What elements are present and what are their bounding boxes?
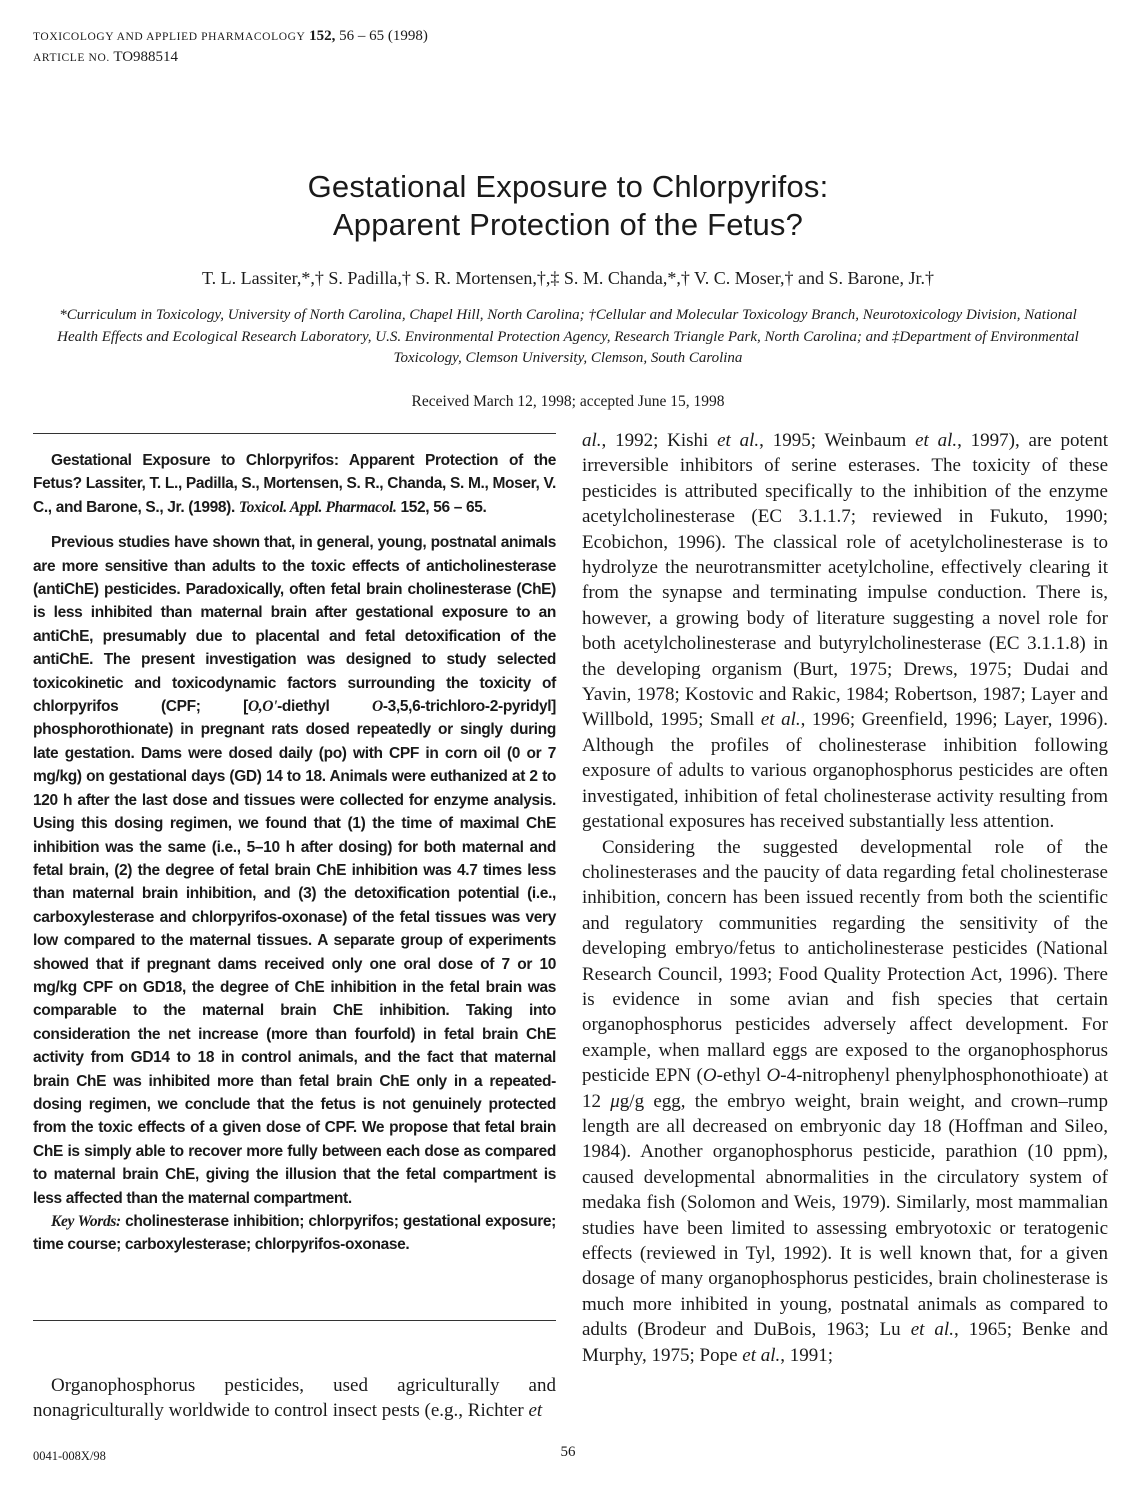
- abstract-citation-volume: 152,: [400, 498, 430, 516]
- abstract: [33, 449, 556, 1257]
- article-line: [33, 47, 428, 68]
- intro-et: et: [528, 1399, 543, 1421]
- abstract-chem-italic: O,O': [247, 698, 278, 716]
- rc-p2-mu: μ: [610, 1090, 620, 1112]
- journal-header: [33, 26, 428, 68]
- journal-line: [33, 26, 428, 47]
- rc-p1-etal2: et al.: [915, 430, 958, 451]
- abstract-citation-text: Gestational Exposure to Chlorpyrifos: Apparent Protection of the Fetus? Lassiter, T. L., Padilla, S., Mortensen, S. R., Chanda, S. M., Moser, V. C., and Barone, S., Jr. (1998).: [33, 452, 556, 516]
- intro-text: Organophosphorus pesticides, used agriculturally and nonagriculturally worldwide to control insect pests (e.g., Richter: [33, 1375, 556, 1421]
- right-paragraph-1: [582, 428, 1108, 835]
- authors: T. L. Lassiter,*,† S. Padilla,† S. R. Mortensen,†,‡ S. M. Chanda,*,† V. C. Moser,† and S. Barone, Jr.†: [201, 268, 935, 288]
- rc-p2-a: Considering the suggested developmental role of the cholinesterases and the paucity of data regarding fetal cholinesterase inhibition, concern has been issued recently from both the scientific and regulatory communities regarding the sensitivity of the developing embryo/fetus to anticholinesterase pesticides (National Research Council, 1993; Food Quality Protection Act, 1996). There is evidence in some avian and fish species that certain organophosphorus pesticides adversely affect development. For example, when mallard eggs are exposed to the organophosphorus pesticide EPN (: [582, 836, 1108, 1087]
- rc-p2-f: , 1991;: [780, 1344, 834, 1366]
- abstract-citation: [33, 449, 556, 519]
- affiliations: *Curriculum in Toxicology, University of North Carolina, Chapel Hill, North Carolina; †Cellular and Molecular Toxicology Branch, Neurotoxicology Division, National Health Effects and Ecological Research Laboratory, U.S. Environmental Protection Agency, Research Triangle Park, North Carolina; and ‡Department of Environmental Toxicology, Clemson University, Clemson, South Carolina: [57, 307, 1079, 366]
- intro-paragraph: [33, 1374, 556, 1423]
- rc-p2-b: -ethyl: [716, 1065, 767, 1087]
- abstract-citation-journal: Toxicol. Appl. Pharmacol.: [238, 498, 397, 516]
- rc-p2-etal2: et al.: [742, 1344, 781, 1366]
- rc-p1-c: , 1995; Weinbaum: [759, 430, 916, 451]
- keywords-text: cholinesterase inhibition; chlorpyrifos; gestational exposure; time course; carboxylesterase; chlorpyrifos-oxonase.: [33, 1213, 556, 1254]
- rc-p1-b: , 1992; Kishi: [601, 430, 718, 451]
- rc-p2-c: -4-nitrophenyl phenylphosphonothioate) at 12: [582, 1065, 1108, 1112]
- rc-p1-etal3: et al.: [760, 709, 801, 731]
- rc-p2-e: , 1965; Benke and Murphy, 1975; Pope: [582, 1319, 1108, 1366]
- rc-al: al.: [582, 430, 602, 451]
- abstract-body: [33, 531, 556, 1210]
- abstract-top-rule: [33, 433, 556, 434]
- title-line-2: Apparent Protection of the Fetus?: [332, 207, 804, 242]
- abstract-body-part3: -3,5,6-trichloro-2-pyridyl] phosphorothionate) in pregnant rats dosed repeatedly or singly during late gestation. Dams were dosed daily (po) with CPF in corn oil (0 or 7 mg/kg) on gestational days (GD) 14 to 18. Animals were euthanized at 2 to 120 h after the last dose and tissues were collected for enzyme analysis. Using this dosing regimen, we found that (1) the time of maximal ChE inhibition was the same (i.e., 5–10 h after dosing) for both maternal and fetal brain, (2) the degree of fetal brain ChE inhibition was 4.7 times less than maternal brain inhibition, and (3) the detoxification potential (i.e., carboxylesterase and chlorpyrifos-oxonase) of the fetal tissues was very low compared to the maternal tissues. A separate group of experiments showed that if pregnant dams received only one oral dose of 7 or 10 mg/kg CPF on GD18, the degree of ChE inhibition in the fetal brain was comparable to the maternal brain ChE inhibition. Taking into consideration the net increase (more than fourfold) in fetal brain ChE activity from GD14 to 18 in control animals, and the fact that maternal brain ChE was inhibited more than fetal brain ChE only in a repeated-dosing regimen, we conclude that the fetus is not genuinely protected from the toxic effects of a given dose of CPF. We propose that fetal brain ChE is simply able to recover more fully between each dose as compared to maternal brain ChE, giving the illusion that the fetal compartment is less affected than the maternal compartment.: [33, 698, 556, 1207]
- rc-p2-o1: O: [702, 1065, 717, 1087]
- page-number: 56: [560, 1444, 576, 1460]
- journal-name: TOXICOLOGY AND APPLIED PHARMACOLOGY: [33, 31, 306, 43]
- rc-p1-d: , 1997), are potent irreversible inhibitors of serine esterases. The toxicity of these pesticides is attributed specifically to the inhibition of the enzyme acetylcholinesterase (EC 3.1.1.7; reviewed in Fukuto, 1990; Ecobichon, 1996). The classical role of acetylcholinesterase is to hydrolyze the neurotransmitter acetylcholine, effectively clearing it from the synapse and terminating impulse conduction. There is, however, a growing body of literature suggesting a novel role for both acetylcholinesterase and butyrylcholinesterase (EC 3.1.1.8) in the developing organism (Burt, 1975; Drews, 1975; Dudai and Yavin, 1978; Kostovic and Rakic, 1984; Robertson, 1987; Layer and Willbold, 1995; Small: [582, 430, 1109, 731]
- rc-p2-o2: O: [766, 1065, 781, 1087]
- rc-p1-etal1: et al.: [717, 430, 760, 451]
- abstract-citation-pages: 56 – 65.: [433, 498, 487, 516]
- rc-p2-etal1: et al.: [910, 1319, 954, 1341]
- journal-pages-year: 56 – 65 (1998): [339, 28, 428, 44]
- abstract-bottom-rule: [33, 1320, 556, 1321]
- abstract-keywords: [33, 1210, 556, 1257]
- right-paragraph-2: [582, 835, 1108, 1369]
- keywords-label: Key Words:: [51, 1213, 121, 1230]
- right-column: [582, 428, 1108, 1368]
- rc-p2-d: g/g egg, the embryo weight, brain weight, and crown–rump length are all decreased on embryonic day 18 (Hoffman and Sileo, 1984). Another organophosphorus pesticide, parathion (10 ppm), caused developmental abnormalities in the circulatory system of medaka fish (Solomon and Weis, 1979). Similarly, most mammalian studies have been limited to assessing embryotoxic or teratogenic effects (reviewed in Tyl, 1992). It is well known that, for a given dosage of many organophosphorus pesticides, brain cholinesterase is much more inhibited in young, postnatal animals as compared to adults (Brodeur and DuBois, 1963; Lu: [582, 1090, 1108, 1341]
- footer-code: 0041-008X/98: [33, 1449, 106, 1463]
- article-id: TO988514: [113, 49, 179, 65]
- abstract-body-part2: -diethyl: [277, 698, 373, 716]
- abstract-body-part1: Previous studies have shown that, in general, young, postnatal animals are more sensitive than adults to the toxic effects of anticholinesterase (antiChE) pesticides. Paradoxically, often fetal brain cholinesterase (ChE) is less inhibited than maternal brain after gestational exposure to an antiChE, presumably due to placental and fetal detoxification of the antiChE. The present investigation was designed to study selected toxicokinetic and toxicodynamic factors surrounding the toxicity of chlorpyrifos (CPF; [: [33, 534, 556, 716]
- title-line-1: Gestational Exposure to Chlorpyrifos:: [307, 169, 829, 204]
- abstract-chem-italic-2: O: [372, 698, 383, 716]
- received-dates: Received March 12, 1998; accepted June 15, 1998: [411, 393, 725, 410]
- journal-volume: 152,: [309, 28, 336, 44]
- intro-left-column: [33, 1374, 556, 1423]
- article-label: ARTICLE NO.: [33, 52, 110, 64]
- rc-p1-e: , 1996; Greenfield, 1996; Layer, 1996). Although the profiles of cholinesterase inhibition following exposure of adults to various organophosphorus pesticides are often investigated, inhibition of fetal cholinesterase activity resulting from gestational exposures has received substantially less attention.: [582, 709, 1109, 833]
- paper-title: [0, 168, 1136, 244]
